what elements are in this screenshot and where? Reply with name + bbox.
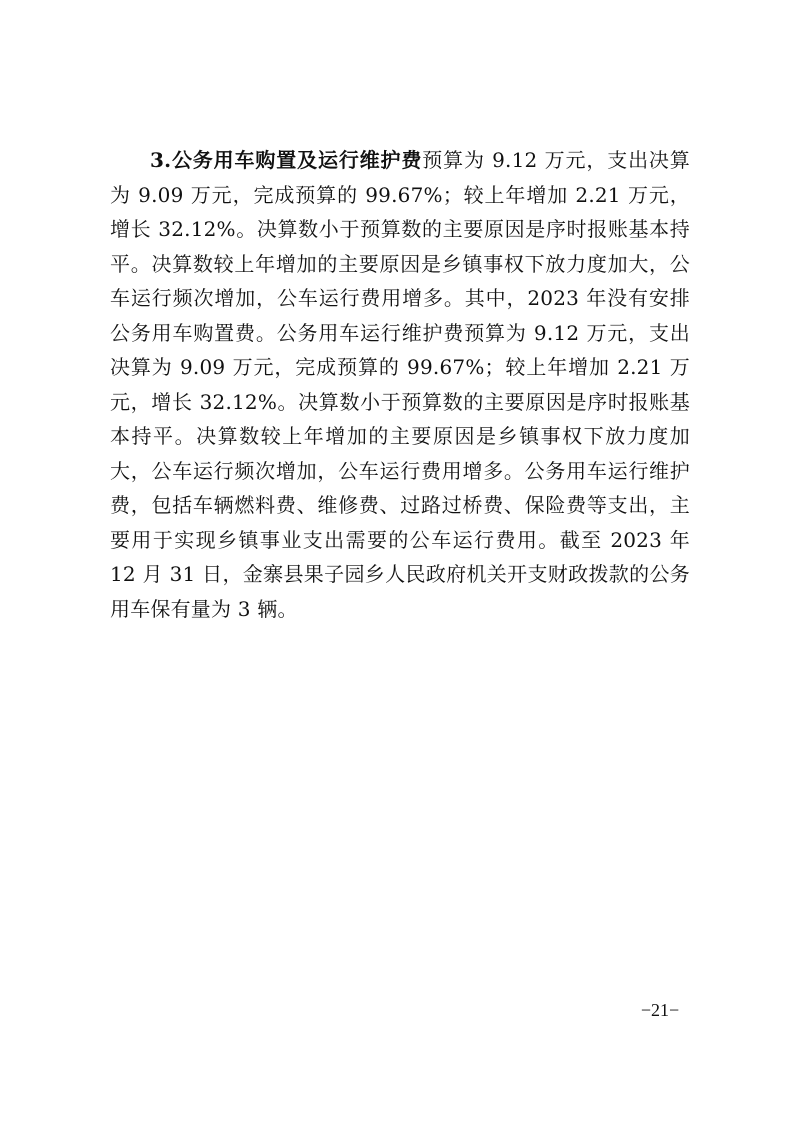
paragraph-body: 预算为 9.12 万元，支出决算为 9.09 万元，完成预算的 99.67%；较上年增加 2.21 万元，增长 32.12%。决算数小于预算数的主要原因是序时报账基本持平。决算数较上年增加的主要原因是乡镇事权下放力度加大，公车运行频次增加，公车运行费用增多。其中，2023 年没有安排公务用车购置费。公务用车运行维护费预算为 9.12 万元，支出决算为 9.09 万元，完成预算的 99.67%；较上年增加 2.21 万元，增长 32.12%。决算数小于预算数的主要原因是序时报账基本持平。决算数较上年增加的主要原因是乡镇事权下放力度加大，公车运行频次增加，公车运行费用增多。公务用车运行维护费，包括车辆燃料费、维修费、过路过桥费、保险费等支出，主要用于实现乡镇事业支出需要的公车运行费用。截至 2023 年 12 月 31 日，金寨县果子园乡人民政府机关开支财政拨款的公务用车保有量为 3 辆。 (110, 148, 690, 621)
paragraph-vehicle-expenses (110, 143, 690, 626)
section-heading: 3.公务用车购置及运行维护费 (150, 148, 423, 172)
page-number: −21− (640, 1000, 680, 1020)
